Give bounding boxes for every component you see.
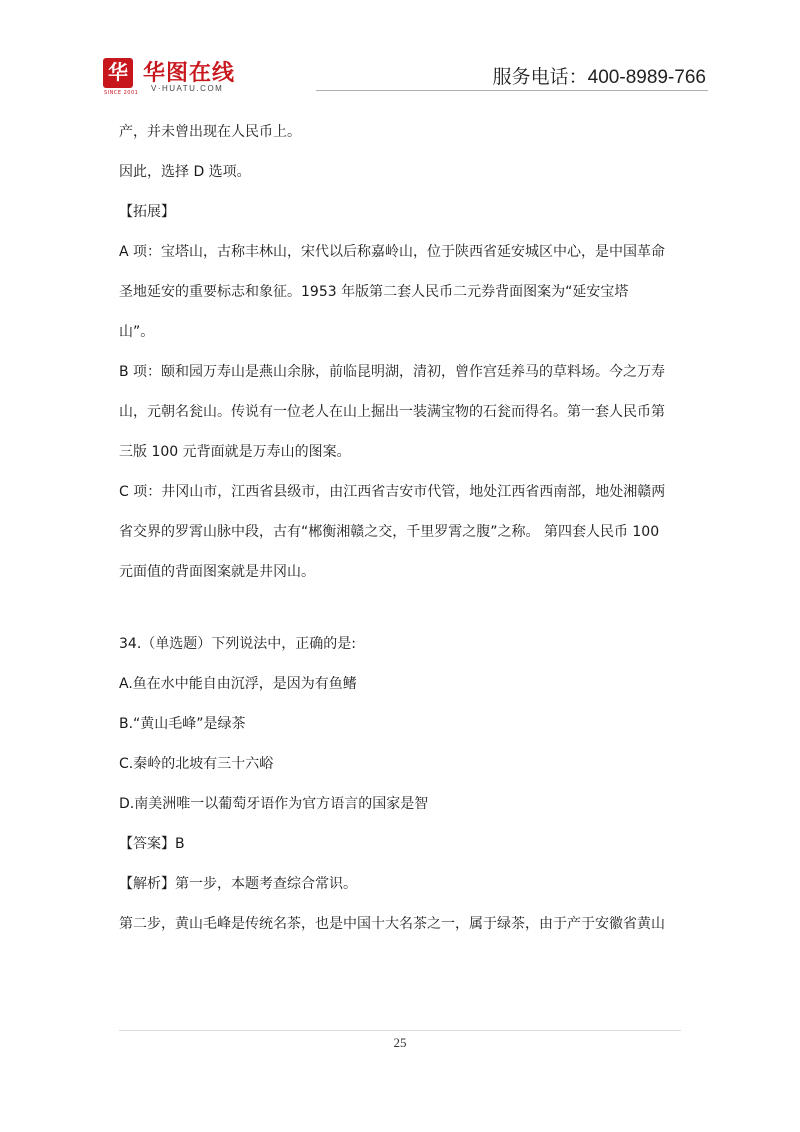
footer-divider bbox=[119, 1030, 681, 1031]
page-header bbox=[0, 0, 800, 100]
section-heading-expand: 【拓展】 bbox=[119, 204, 175, 220]
body-line: 圣地延安的重要标志和象征。1953 年版第二套人民币二元券背面图案为“延安宝塔 bbox=[119, 284, 629, 300]
header-divider bbox=[316, 90, 708, 91]
analysis-line: 【解析】第一步，本题考查综合常识。 bbox=[119, 876, 357, 892]
question-option-a: A.鱼在水中能自由沉浮，是因为有鱼鳍 bbox=[119, 676, 357, 692]
body-line: B 项：颐和园万寿山是燕山余脉，前临昆明湖，清初，曾作宫廷养马的草料场。今之万寿 bbox=[119, 364, 666, 380]
analysis-line: 第二步，黄山毛峰是传统名茶，也是中国十大名茶之一，属于绿茶，由于产于安徽省黄山 bbox=[119, 916, 665, 932]
body-line: 三版 100 元背面就是万寿山的图案。 bbox=[119, 444, 351, 460]
body-line: C 项：井冈山市，江西省县级市，由江西省吉安市代管，地处江西省西南部，地处湘赣两 bbox=[119, 484, 666, 500]
question-answer: 【答案】B bbox=[119, 836, 185, 852]
body-line: 产，并未曾出现在人民币上。 bbox=[119, 124, 301, 140]
page-number: 25 bbox=[393, 1035, 407, 1050]
logo-since-text: SINCE 2001 bbox=[104, 90, 139, 96]
question-option-b: B.“黄山毛峰”是绿茶 bbox=[119, 716, 246, 732]
question-option-c: C.秦岭的北坡有三十六峪 bbox=[119, 756, 274, 772]
body-line: 元面值的背面图案就是井冈山。 bbox=[119, 564, 315, 580]
logo-url: V·HUATU.COM bbox=[151, 84, 224, 93]
logo-mark-icon: 华 bbox=[103, 58, 133, 88]
service-phone: 服务电话：400-8989-766 bbox=[492, 67, 706, 88]
body-line: A 项：宝塔山，古称丰林山，宋代以后称嘉岭山，位于陕西省延安城区中心，是中国革命 bbox=[119, 244, 666, 260]
body-line: 山，元朝名瓮山。传说有一位老人在山上掘出一装满宝物的石瓮而得名。第一套人民币第 bbox=[119, 404, 665, 420]
question-option-d: D.南美洲唯一以葡萄牙语作为官方语言的国家是智 bbox=[119, 796, 429, 812]
body-line: 因此，选择 D 选项。 bbox=[119, 164, 251, 180]
body-line: 省交界的罗霄山脉中段，古有“郴衡湘赣之交，千里罗霄之腹”之称。 第四套人民币 100 bbox=[119, 524, 660, 540]
question-stem: 34.（单选题）下列说法中，正确的是: bbox=[119, 636, 356, 652]
page-content bbox=[119, 112, 689, 944]
logo-name: 华图在线 bbox=[143, 61, 236, 86]
paragraph-gap bbox=[119, 592, 689, 624]
body-line: 山”。 bbox=[119, 324, 155, 340]
